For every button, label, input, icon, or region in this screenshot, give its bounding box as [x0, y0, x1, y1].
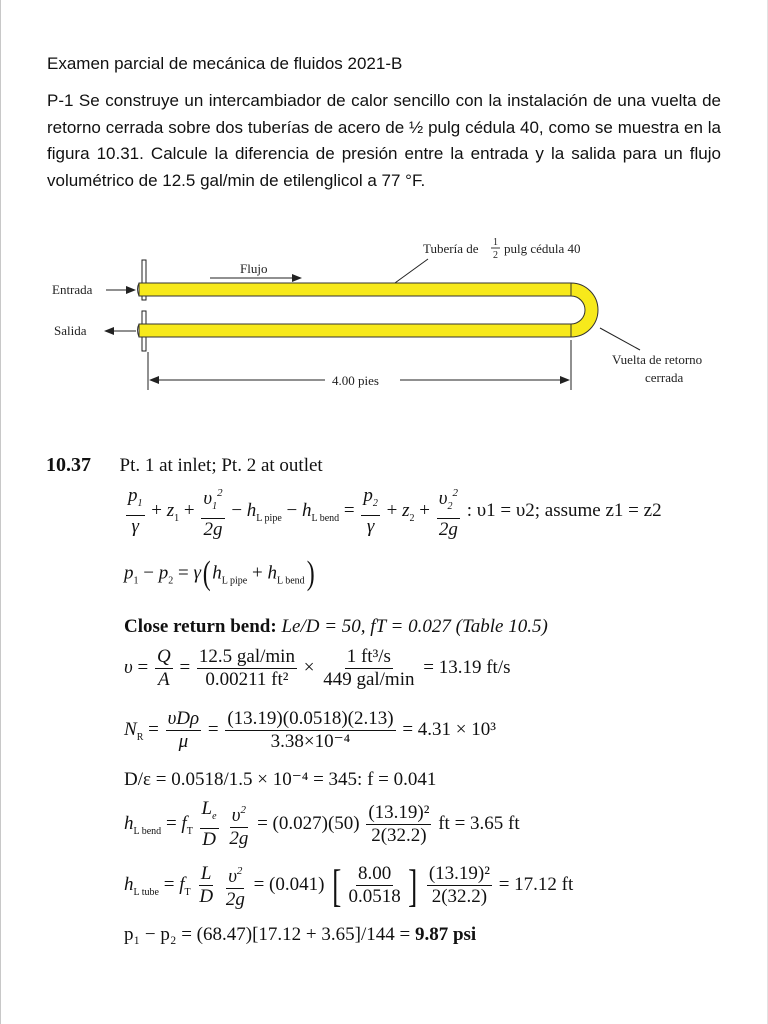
final-answer-line [124, 924, 476, 946]
hbend-mid: = (0.027)(50) [257, 812, 360, 834]
dimension-arrowhead-right [560, 376, 570, 384]
velocity-equation: υ = $\frac{Q}{A}$ = $\frac{\text{12.5 gal/min}}{\text{0.00211 ft²}}$ × $\frac{\text{1 ft³/s}}{\text{449 gal/min}}$ = 13.19 ft/s [124, 646, 511, 690]
inlet-arrowhead [126, 286, 136, 294]
velocity-result: = 13.19 ft/s [423, 656, 511, 678]
reynolds-den: 3.38×10⁻⁴ [270, 731, 351, 752]
energy-equation: $\frac{p_1}{\gamma}$ + $z_1$ + $\frac{\upsilon_1^2}{2g}$ − $h_{L pipe} - h_{L bend}$ = $\frac{p_2}{\gamma}$ + $z_2$ + $\frac{\upsilon_2^2}{2g}$ : υ1 = υ2; assume z1 = z2 [124, 482, 662, 541]
energy-condition: : υ1 = υ2; assume z1 = z2 [466, 499, 662, 521]
bend-label-line1: Vuelta de retorno [612, 352, 703, 367]
flow-arrowhead [292, 274, 302, 282]
inlet-label: Entrada [52, 282, 93, 297]
conv-den: 449 gal/min [323, 669, 415, 690]
outlet-label: Salida [54, 323, 87, 338]
hbend-den: 2(32.2) [371, 825, 427, 846]
dimension-arrowhead-left [149, 376, 159, 384]
solution-block [46, 452, 746, 972]
velocity-num: 12.5 gal/min [198, 646, 295, 667]
inlet-pipe [139, 283, 571, 296]
page-left-border [0, 0, 1, 1024]
htube-den2: 2(32.2) [431, 886, 488, 907]
pipe-label-frac-den: 2 [493, 250, 498, 261]
solution-header [46, 454, 323, 477]
hbend-result: ft = 3.65 ft [438, 812, 520, 834]
bend-heading-line [124, 616, 548, 638]
htube-num2: (13.19)² [428, 863, 490, 884]
bend-leader [600, 328, 640, 350]
flow-label: Flujo [240, 261, 268, 276]
bend-label-line2: cerrada [645, 370, 684, 385]
reynolds-result: = 4.31 × 10³ [402, 718, 496, 740]
length-label: 4.00 pies [332, 373, 379, 388]
htube-num1: 8.00 [358, 863, 392, 884]
pipe-label-frac-num: 1 [493, 237, 498, 248]
final-line: p₁ − p₂ = (68.47)[17.12 + 3.65]/144 = [124, 924, 415, 945]
problem-number: 10.37 [46, 454, 91, 476]
reynolds-num: (13.19)(0.0518)(2.13) [227, 708, 394, 729]
hbend-num: (13.19)² [368, 802, 430, 823]
outlet-arrowhead [104, 327, 114, 335]
htube-den1: 0.0518 [348, 886, 401, 907]
problem-statement: P-1 Se construye un intercambiador de calor sencillo con la instalación de una vuelta de retorno cerrada sobre dos tuberías de acero de ½ pulg cédula 40, como se muestra en la figura 10.31. Calcule la diferencia de presión entre la entrada y la salida para un flujo volumétrico de 12.5 gal/min de etilenglicol a 77 °F. [47, 91, 721, 190]
roughness-line: D/ε = 0.0518/1.5 × 10⁻⁴ = 345: f = 0.041 [124, 769, 437, 790]
htube-mid: = (0.041) [253, 873, 325, 895]
tube-loss-equation: $h_{L tube} = f_T$ $\frac{L}{D}$ $\frac{\upsilon^2}{2g}$ = (0.041) [ $\frac{8.00}{0.0518}$ ] $\frac{\text{(13.19)²}}{2(32.2)}$ = 17.12 ft [124, 859, 574, 911]
bend-loss-equation: $h_{L bend} = f_T$ $\frac{L_e}{D}$ $\frac{\upsilon^2}{2g}$ = (0.027)(50) $\frac{\text{(13.19)²}}{2(32.2)}$ ft = 3.65 ft [124, 798, 520, 850]
pipe-label-suffix: pulg cédula 40 [504, 241, 581, 256]
solution-intro: Pt. 1 at inlet; Pt. 2 at outlet [119, 455, 323, 476]
velocity-den: 0.00211 ft² [205, 669, 289, 690]
heat-exchanger-figure [40, 232, 740, 402]
bend-heading: Close return bend: [124, 616, 277, 637]
pipe-label-prefix: Tubería de [423, 241, 479, 256]
reynolds-equation: $N_R$ = $\frac{\text{υDρ}}{\mu}$ = $\frac{(13.19)(0.0518)(2.13)}{\text{3.38×10⁻⁴}}$ = 4.31 × 10³ [124, 708, 496, 752]
conv-num: 1 ft³/s [346, 646, 391, 667]
htube-result: = 17.12 ft [498, 873, 574, 895]
exam-title: Examen parcial de mecánica de fluidos 2021-B [47, 54, 403, 73]
pressure-difference-equation: $p_1 - p_2 = \gamma(h_{L pipe} + h_{L bend})$ [124, 555, 315, 592]
final-value: 9.87 psi [414, 924, 477, 945]
outlet-pipe [139, 324, 571, 337]
return-bend [571, 283, 598, 337]
bend-params: Le/D = 50, fT = 0.027 (Table 10.5) [281, 616, 548, 637]
